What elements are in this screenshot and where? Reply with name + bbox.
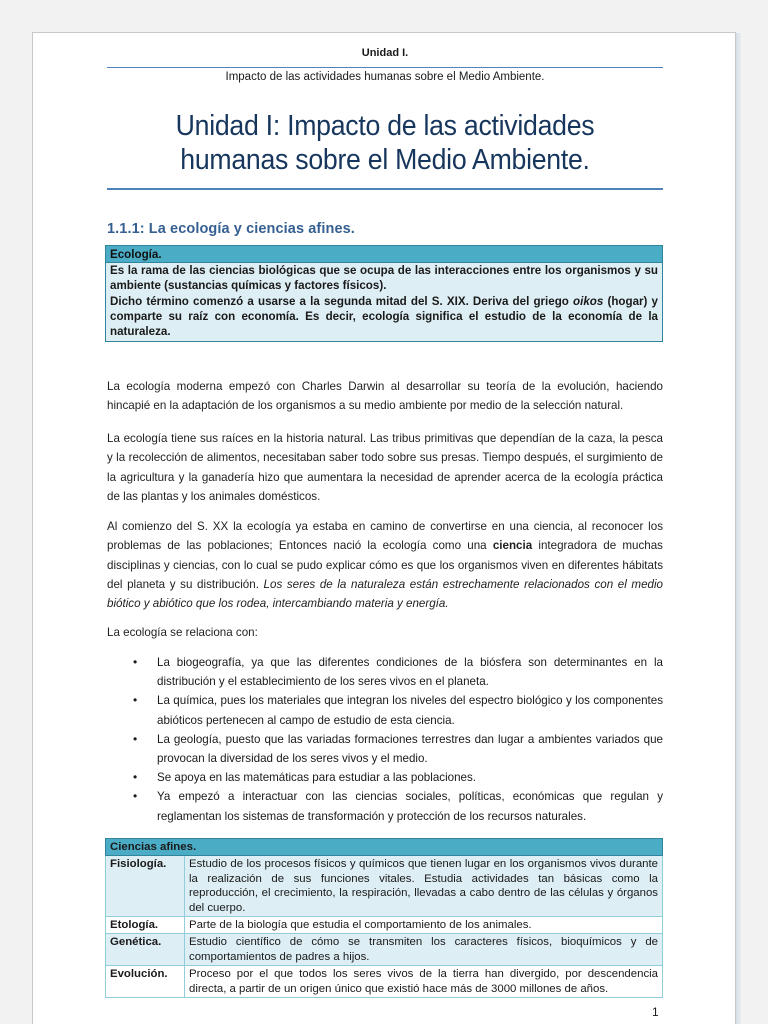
table-row: [106, 856, 663, 917]
page-title: [129, 109, 641, 177]
paragraph-3-italic: Los seres de la naturaleza están estrechamente relacionados con el medio biótico y abiótico que los rodea, intercambiando materia y energía.: [107, 577, 663, 611]
list-item: [133, 691, 663, 729]
title-line-2: humanas sobre el Medio Ambiente.: [180, 144, 590, 176]
bullet-icon: •: [133, 655, 138, 669]
list-item: [133, 730, 663, 768]
table-term: Genética.: [106, 934, 185, 966]
definition-greek-term: oikos: [573, 294, 604, 308]
title-line-1: Unidad I: Impacto de las actividades: [175, 110, 595, 142]
header-unit: Unidad I.: [361, 47, 409, 59]
table-description: Estudio científico de cómo se transmiten los caracteres físicos, bioquímicos y de comportamientos de padres a hijos.: [185, 934, 663, 966]
list-item-text: Se apoya en las matemáticas para estudiar a las poblaciones.: [157, 771, 477, 785]
header-rule: [107, 67, 663, 68]
definition-box: [105, 245, 663, 342]
table-description: Proceso por el que todos los seres vivos de la tierra han divergido, por descendencia directa, a partir de un origen único que existió hace más de 3000 millones de años.: [185, 966, 663, 998]
table-term: Evolución.: [106, 966, 185, 998]
document-page: [32, 32, 736, 1024]
table-row: [106, 966, 663, 998]
table-row: [106, 934, 663, 966]
title-rule: [107, 188, 663, 190]
paragraph-relations-intro: La ecología se relaciona con:: [107, 626, 258, 639]
definition-text-2a: Dicho término comenzó a usarse a la segunda mitad del S. XIX. Deriva del griego: [110, 294, 574, 308]
bullet-icon: •: [133, 693, 138, 708]
list-item: [133, 768, 663, 787]
related-sciences-table: [105, 838, 663, 998]
list-item: [133, 787, 663, 825]
bullet-icon: •: [133, 789, 138, 804]
definition-body: [106, 262, 662, 341]
relations-list: [133, 653, 663, 826]
table-header-row: [106, 839, 663, 856]
paragraph-darwin: La ecología moderna empezó con Charles Darwin al desarrollar su teoría de la evolución, haciendo hincapié en la adaptación de los organismos a su medio ambiente por medio de la selección natural.: [107, 380, 663, 413]
bullet-icon: •: [133, 770, 138, 785]
definition-text-1: Es la rama de las ciencias biológicas que se ocupa de las interacciones entre los organismos y su ambiente (sustancias químicas y factores físicos).: [110, 264, 658, 293]
section-heading: 1.1.1: La ecología y ciencias afines.: [107, 221, 355, 237]
page-number: 1: [652, 1005, 659, 1019]
paragraph-natural-history: La ecología tiene sus raíces en la historia natural. Las tribus primitivas que dependían de la caza, la pesca y la recolección de alimentos, necesitaban saber todo sobre sus presas. Tiempo después, el surgimiento de la agricultura y la ganadería hizo que aumentara la necesidad de aprender acerca de la ecología práctica de las plantas y los animales domésticos.: [107, 432, 663, 503]
paragraph-3-bold: ciencia: [492, 539, 533, 553]
paragraph-3b: integradora de muchas disciplinas y ciencias, con lo cual se pudo explicar cómo es que los organismos viven en diferentes hábitats del planeta y su distribución.: [107, 539, 663, 591]
table-term: Fisiología.: [106, 856, 185, 917]
header-subtitle: Impacto de las actividades humanas sobre el Medio Ambiente.: [225, 71, 545, 83]
list-item-text: La biogeografía, ya que las diferentes condiciones de la biósfera son determinantes en la distribución y el establecimiento de los seres vivos en el planeta.: [157, 656, 663, 689]
list-item-text: Ya empezó a interactuar con las ciencias sociales, políticas, económicas que regulan y reglamentan los sistemas de transformación y protección de los recursos naturales.: [157, 790, 663, 823]
definition-text-2: [110, 294, 658, 340]
paragraph-20th-century: [107, 517, 663, 613]
table-description: Parte de la biología que estudia el comportamiento de los animales.: [185, 917, 663, 934]
table-term: Etología.: [106, 917, 185, 934]
table-heading: Ciencias afines.: [106, 839, 663, 856]
definition-heading: Ecología.: [106, 246, 662, 262]
table-row: [106, 917, 663, 934]
list-item-text: La geología, puesto que las variadas formaciones terrestres dan lugar a ambientes variados que provocan la diversidad de los seres vivos y el medio.: [157, 732, 663, 766]
paragraph-3a: Al comienzo del S. XX la ecología ya estaba en camino de convertirse en una ciencia, al reconocer los problemas de las poblaciones; Entonces nació la ecología como una: [107, 520, 663, 553]
table-description: Estudio de los procesos físicos y químicos que tienen lugar en los organismos vivos durante la realización de sus funciones vitales. Estudia actividades tan básicas como la reproducción, el crecimiento, la respiración, llevadas a cabo dentro de las células y órganos del cuerpo.: [185, 856, 663, 917]
definition-text-2b: (hogar) y comparte su raíz con economía. Es decir, ecología significa el estudio de la economía de la naturaleza.: [110, 294, 658, 339]
list-item-text: La química, pues los materiales que integran los niveles del espectro biológico y los componentes abióticos pertenecen al campo de estudio de esta ciencia.: [157, 694, 663, 727]
bullet-icon: •: [133, 731, 138, 746]
list-item: [133, 653, 663, 691]
